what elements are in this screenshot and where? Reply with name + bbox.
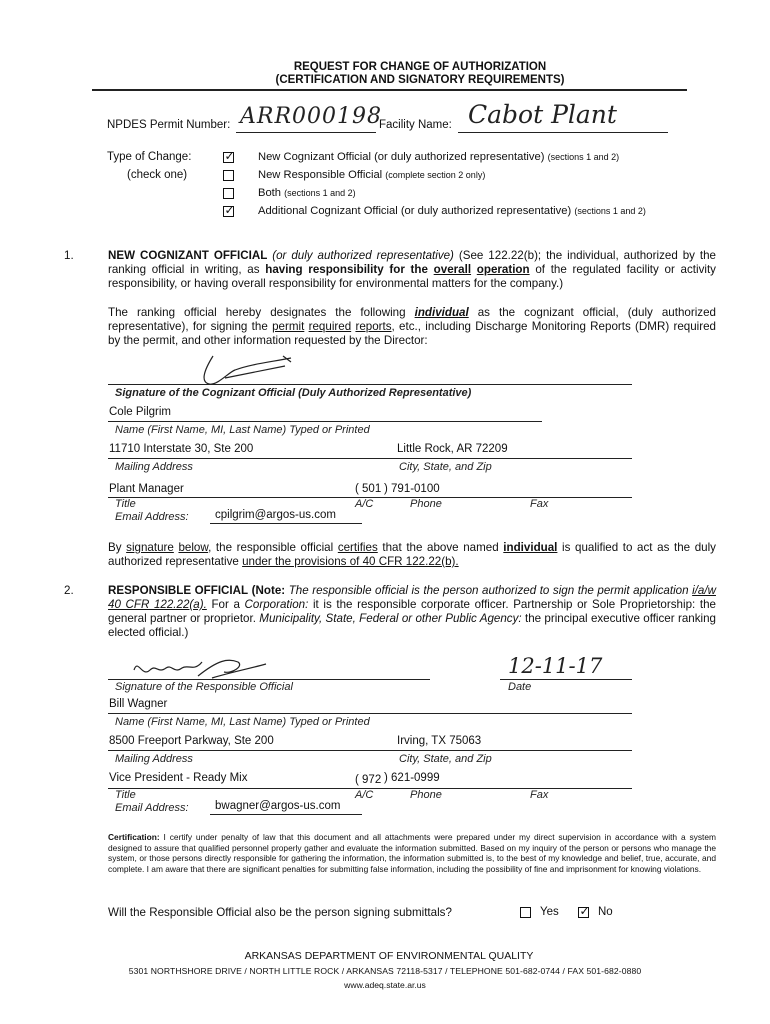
responsible-email-caption: Email Address:: [115, 802, 189, 814]
responsible-email-value[interactable]: bwagner@argos-us.com: [215, 800, 341, 812]
responsible-signature: [128, 652, 268, 682]
cognizant-email-line: [210, 523, 362, 524]
cognizant-area-code[interactable]: ( 501: [355, 483, 382, 495]
cognizant-signature-line: [108, 384, 632, 385]
type-of-change-sublabel: (check one): [127, 169, 188, 181]
certification-statement: Certification: I certify under penalty of law that this document and all attachments were prepared under my direct supervision in accordance with a system designed to assure that qualified personnel properly gather and evaluate the information submitted. Based on my inquiry of the person or persons who manage the system, or those persons directly responsible for gathering the information, the information submitted is, to the best of my knowledge and belief, true, accurate, and complete. I am aware that there are significant penalties for submitting false information, including the possibility of fine and imprisonment for knowing violations.: [108, 832, 716, 874]
responsible-address-line: [108, 750, 632, 751]
section-2-paragraph: RESPONSIBLE OFFICIAL (Note: The responsible official is the person authorized to sign the permit application i/a/w 40 CFR 122.22(a). For a Corporation: it is the responsible corporate officer. Partnership or Sole Proprietorship: the general partner or proprietor. Municipality, State, Federal or other Public Agency: the principal executive officer ranking elected official.): [108, 584, 716, 639]
cognizant-address-value[interactable]: 11710 Interstate 30, Ste 200: [109, 443, 254, 455]
responsible-signature-caption: Signature of the Responsible Official: [115, 681, 293, 693]
type-of-change-label: Type of Change:: [107, 151, 192, 163]
cognizant-fax-caption: Fax: [530, 498, 549, 510]
check-mark: ✓: [579, 904, 590, 918]
signing-submittals-question: Will the Responsible Official also be the person signing submittals?: [108, 906, 452, 919]
permit-number-label: NPDES Permit Number:: [107, 119, 231, 131]
section-1-certification: By signature below, the responsible official certifies that the above named individual is qualified to act as the duly authorized representative under the provisions of 40 CFR 122.22(b).: [108, 541, 716, 568]
cognizant-city-caption: City, State, and Zip: [399, 461, 492, 473]
checkbox-no[interactable]: [578, 904, 590, 918]
cognizant-name-caption: Name (First Name, MI, Last Name) Typed or Printed: [115, 424, 370, 436]
section-2-number: 2.: [64, 584, 74, 597]
responsible-area-code[interactable]: ( 972: [355, 774, 382, 786]
section-1-paragraph-1: NEW COGNIZANT OFFICIAL (or duly authorized representative) (See 122.22(b); the individual, authorized by the ranking official in writing, as having responsibility for the overall operation of the regulated facility or activity responsibility, or having overall responsibility for environmental matters for the company.): [108, 249, 716, 290]
cognizant-address-caption: Mailing Address: [115, 461, 193, 473]
permit-number-line: [236, 132, 376, 133]
footer-agency: ARKANSAS DEPARTMENT OF ENVIRONMENTAL QUALITY: [244, 950, 534, 962]
cognizant-ac-caption: A/C: [355, 498, 374, 510]
responsible-date-value[interactable]: 12-11-17: [508, 654, 603, 678]
section-1-number: 1.: [64, 249, 74, 262]
responsible-ac-caption: A/C: [355, 789, 374, 801]
checkbox-new-cognizant[interactable]: [223, 149, 235, 163]
cognizant-title-value[interactable]: Plant Manager: [109, 483, 184, 495]
responsible-phone-value[interactable]: ) 621-0999: [384, 772, 440, 784]
checkbox-yes[interactable]: [520, 907, 531, 918]
cognizant-phone-value[interactable]: ) 791-0100: [384, 483, 440, 495]
responsible-name-line: [108, 713, 632, 714]
form-title: [0, 61, 770, 87]
option-new-cognizant: New Cognizant Official (or duly authorized representative) (sections 1 and 2): [258, 151, 620, 163]
footer-address: 5301 NORTHSHORE DRIVE / NORTH LITTLE ROCK / ARKANSAS 72118-5317 / TELEPHONE 501-682-0744 / FAX 501-682-0880: [128, 966, 642, 976]
title-line-1: REQUEST FOR CHANGE OF AUTHORIZATION: [293, 61, 547, 73]
cognizant-signature-caption: Signature of the Cognizant Official (Duly Authorized Representative): [115, 387, 472, 399]
responsible-signature-line: [108, 679, 430, 680]
option-both: Both (sections 1 and 2): [258, 187, 356, 199]
responsible-phone-caption: Phone: [410, 789, 442, 801]
section-1-paragraph-2: The ranking official hereby designates the following individual as the cognizant official, (duly authorized representative), for signing the permit required reports, etc., including Discharge Monitoring Reports (DMR) required by the permit, and other information requested by the Director:: [108, 306, 716, 347]
responsible-title-caption: Title: [115, 789, 136, 801]
facility-name-label: Facility Name:: [379, 119, 452, 131]
cognizant-email-value[interactable]: cpilgrim@argos-us.com: [215, 509, 336, 521]
responsible-city-caption: City, State, and Zip: [399, 753, 492, 765]
responsible-title-value[interactable]: Vice President - Ready Mix: [109, 772, 248, 784]
responsible-fax-caption: Fax: [530, 789, 549, 801]
responsible-email-line: [210, 814, 362, 815]
responsible-date-line: [500, 679, 632, 680]
checkbox-new-responsible[interactable]: [223, 170, 234, 181]
responsible-city-value[interactable]: Irving, TX 75063: [397, 735, 482, 747]
responsible-date-caption: Date: [508, 681, 532, 693]
option-new-responsible: New Responsible Official (complete section 2 only): [258, 169, 486, 181]
cognizant-city-value[interactable]: Little Rock, AR 72209: [397, 443, 508, 455]
no-label: No: [598, 906, 613, 918]
cognizant-name-value[interactable]: Cole Pilgrim: [109, 406, 171, 418]
facility-name-line: [458, 132, 668, 133]
check-mark: ✓: [224, 203, 235, 217]
title-line-2: (CERTIFICATION AND SIGNATORY REQUIREMENTS): [275, 74, 565, 86]
yes-label: Yes: [540, 906, 559, 918]
cognizant-signature: [195, 352, 305, 388]
cognizant-address-line: [108, 458, 632, 459]
checkbox-additional-cognizant[interactable]: [223, 203, 235, 217]
cognizant-phone-caption: Phone: [410, 498, 442, 510]
cognizant-name-line: [108, 421, 542, 422]
cognizant-title-caption: Title: [115, 498, 136, 510]
cognizant-email-caption: Email Address:: [115, 511, 189, 523]
permit-number-value[interactable]: ARR000198: [240, 104, 382, 129]
responsible-name-caption: Name (First Name, MI, Last Name) Typed or Printed: [115, 716, 370, 728]
responsible-name-value[interactable]: Bill Wagner: [109, 698, 168, 710]
responsible-address-value[interactable]: 8500 Freeport Parkway, Ste 200: [109, 735, 274, 747]
checkbox-both[interactable]: [223, 188, 234, 199]
responsible-address-caption: Mailing Address: [115, 753, 193, 765]
facility-name-value[interactable]: Cabot Plant: [468, 100, 617, 129]
option-additional-cognizant: Additional Cognizant Official (or duly authorized representative) (sections 1 and 2): [258, 205, 646, 217]
check-mark: ✓: [224, 149, 235, 163]
footer-web: www.adeq.state.ar.us: [344, 980, 426, 990]
title-rule: [92, 89, 687, 91]
